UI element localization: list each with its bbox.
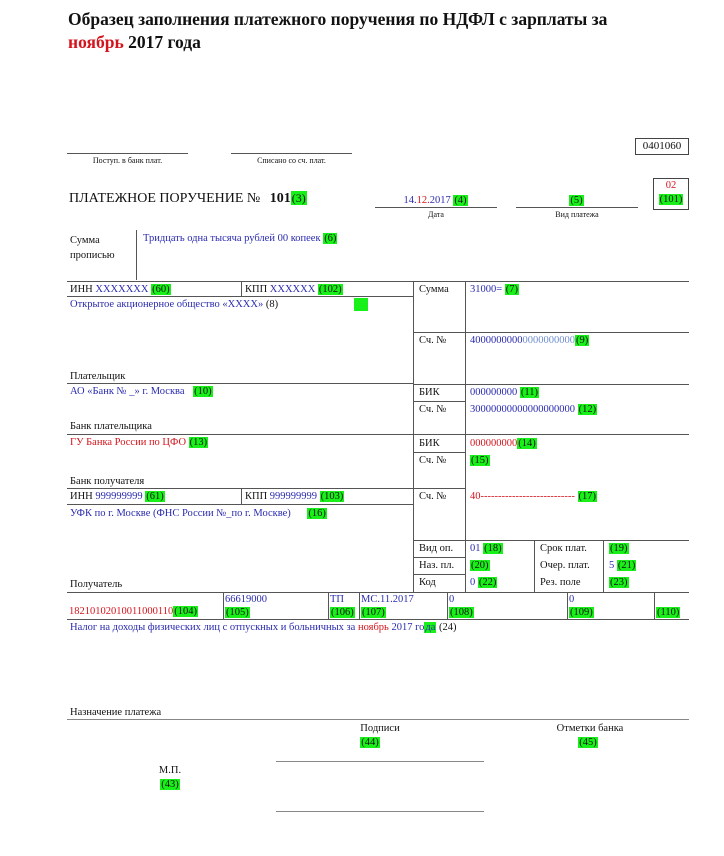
grid-v-right bbox=[465, 281, 466, 593]
tax-v5 bbox=[567, 592, 568, 619]
page-title bbox=[68, 8, 708, 54]
signatures-label: Подписи bbox=[360, 723, 400, 734]
title-line2: 2017 года bbox=[123, 32, 201, 52]
signatures-field: (44) bbox=[361, 737, 379, 748]
payment-type-line bbox=[516, 207, 638, 208]
payee-kpp: КПП 999999999 (103) bbox=[245, 491, 344, 502]
purpose-code-value: (20) bbox=[471, 560, 489, 571]
sum-value: 31000= (7) bbox=[470, 284, 519, 295]
payer-bank-line bbox=[67, 434, 689, 435]
doc-date-value: 0 (109) bbox=[569, 594, 593, 618]
payer-label-line bbox=[67, 383, 413, 384]
date-line bbox=[375, 207, 497, 208]
payee-bank-bik-line bbox=[413, 452, 465, 453]
stamp-field: (43) bbox=[161, 779, 179, 790]
details-v2 bbox=[603, 540, 604, 593]
payer-bank-account-value: 30000000000000000000 (12) bbox=[470, 404, 597, 415]
basis-value: ТП (106) bbox=[330, 594, 354, 618]
payer-name-marker bbox=[354, 298, 368, 311]
date-field: (4) bbox=[454, 195, 467, 206]
reserve-value: (23) bbox=[610, 577, 628, 588]
payer-bank-name: АО «Банк № _» г. Москва (10) bbox=[70, 386, 212, 397]
payer-bank-bik-label: БИК bbox=[419, 387, 440, 398]
kbk-value: 18210102010011000110(104) bbox=[69, 606, 197, 617]
priority-label: Очер. плат. bbox=[540, 560, 590, 571]
payer-bank-bik-value: 000000000 (11) bbox=[470, 387, 538, 398]
amount-words-divider bbox=[136, 230, 137, 280]
payee-bank-account-label: Сч. № bbox=[419, 455, 447, 466]
debited-label: Списано со сч. плат. bbox=[257, 156, 326, 165]
payee-account-label: Сч. № bbox=[419, 491, 447, 502]
payment-type-value: (5) bbox=[570, 195, 583, 206]
received-line bbox=[67, 153, 188, 154]
op-type-label: Вид оп. bbox=[419, 543, 454, 554]
grid-v-left bbox=[413, 281, 414, 593]
received-label: Поступ. в банк плат. bbox=[92, 156, 163, 165]
details-h2 bbox=[413, 574, 465, 575]
payer-bank-account-label: Сч. № bbox=[419, 404, 447, 415]
payer-bank-bik-line bbox=[413, 401, 465, 402]
purpose-line bbox=[67, 719, 689, 720]
bank-marks-label: Отметки банка bbox=[556, 723, 624, 734]
stamp-label: М.П. bbox=[158, 765, 182, 776]
doc-number: 101 bbox=[269, 191, 291, 206]
tax-v4 bbox=[447, 592, 448, 619]
tax-v3 bbox=[359, 592, 360, 619]
payer-account-value: 40000000000000000000(9) bbox=[470, 335, 589, 346]
inn-kpp-divider bbox=[241, 281, 242, 296]
payer-inn-underline bbox=[67, 296, 413, 297]
purpose-text: Налог на доходы физических лиц с отпускных и больничных за ноябрь 2017 года (24) bbox=[70, 622, 457, 633]
code-value: 0 (22) bbox=[470, 577, 497, 588]
payer-inn: ИНН XXXXXXX (60) bbox=[70, 284, 170, 295]
tax-v1 bbox=[223, 592, 224, 619]
amount-words-label: Сумма прописью bbox=[70, 235, 115, 261]
bank-marks-field: (45) bbox=[579, 737, 597, 748]
tax-v6 bbox=[654, 592, 655, 619]
doc-num-value: 0 (108) bbox=[449, 594, 473, 618]
date-label: Дата bbox=[428, 210, 444, 219]
details-v1 bbox=[534, 540, 535, 593]
doc-title bbox=[69, 191, 307, 207]
sum-label: Сумма bbox=[419, 284, 449, 295]
op-type-value: 01 (18) bbox=[470, 543, 502, 554]
signature-line-2 bbox=[276, 811, 484, 812]
payee-name: УФК по г. Москве (ФНС России №_по г. Москве) (16) bbox=[70, 508, 326, 519]
due-value: (19) bbox=[610, 543, 628, 554]
payee-label: Получатель bbox=[70, 579, 123, 590]
purpose-label: Назначение платежа bbox=[70, 707, 162, 718]
amount-words-value: Тридцать одна тысяча рублей 00 копеек (6) bbox=[143, 233, 337, 244]
due-label: Срок плат. bbox=[540, 543, 587, 554]
period-value: МС.11.2017 (107) bbox=[361, 594, 414, 618]
title-line1: Образец заполнения платежного поручения по НДФЛ с зарплаты за bbox=[68, 9, 608, 29]
payer-account-label: Сч. № bbox=[419, 335, 447, 346]
payer-label: Плательщик bbox=[70, 371, 126, 382]
details-top-line bbox=[413, 540, 689, 541]
priority-value: 5 (21) bbox=[609, 560, 636, 571]
debited-line bbox=[231, 153, 352, 154]
payee-bank-bik-label: БИК bbox=[419, 438, 440, 449]
grid-line-top bbox=[67, 281, 689, 282]
type-field: (110) bbox=[657, 607, 680, 618]
oktmo-value: 66619000 (105) bbox=[225, 594, 267, 618]
title-month: ноябрь bbox=[68, 32, 124, 52]
doc-number-field: (3) bbox=[291, 191, 306, 205]
payee-bank-label: Банк получателя bbox=[70, 476, 145, 487]
payee-bank-name: ГУ Банка России по ЦФО (13) bbox=[70, 437, 208, 448]
form-code: 0401060 bbox=[635, 138, 689, 155]
payee-account-top-line bbox=[413, 488, 465, 489]
tax-row-bottom bbox=[67, 619, 689, 620]
reserve-label: Рез. поле bbox=[540, 577, 581, 588]
payee-account-value: 40--------------------------- (17) bbox=[470, 491, 597, 502]
payee-inn-underline bbox=[67, 504, 413, 505]
payer-bank-top-line bbox=[413, 384, 689, 385]
status-box: 02 (101) bbox=[653, 178, 689, 210]
tax-v2 bbox=[328, 592, 329, 619]
purpose-code-label: Наз. пл. bbox=[419, 560, 455, 571]
payment-type-label: Вид платежа bbox=[555, 210, 599, 219]
signature-line-1 bbox=[276, 761, 484, 762]
payee-bank-account-value: (15) bbox=[471, 455, 489, 466]
payee-bank-bik-value: 000000000(14) bbox=[470, 438, 536, 449]
payee-bank-line bbox=[67, 488, 413, 489]
payer-kpp: КПП XXXXXX (102) bbox=[245, 284, 342, 295]
date-value: 14.12.2017 (4) bbox=[403, 195, 467, 206]
payee-inn-kpp-divider bbox=[241, 488, 242, 504]
payer-bank-label: Банк плательщика bbox=[70, 421, 152, 432]
payee-inn: ИНН 999999999 (61) bbox=[70, 491, 164, 502]
code-label: Код bbox=[419, 577, 436, 588]
sum-underline bbox=[413, 332, 689, 333]
payer-name: Открытое акционерное общество «XXXX» (8) bbox=[70, 299, 279, 310]
doc-title-text: ПЛАТЕЖНОЕ ПОРУЧЕНИЕ № bbox=[69, 191, 261, 206]
details-h1 bbox=[413, 557, 465, 558]
